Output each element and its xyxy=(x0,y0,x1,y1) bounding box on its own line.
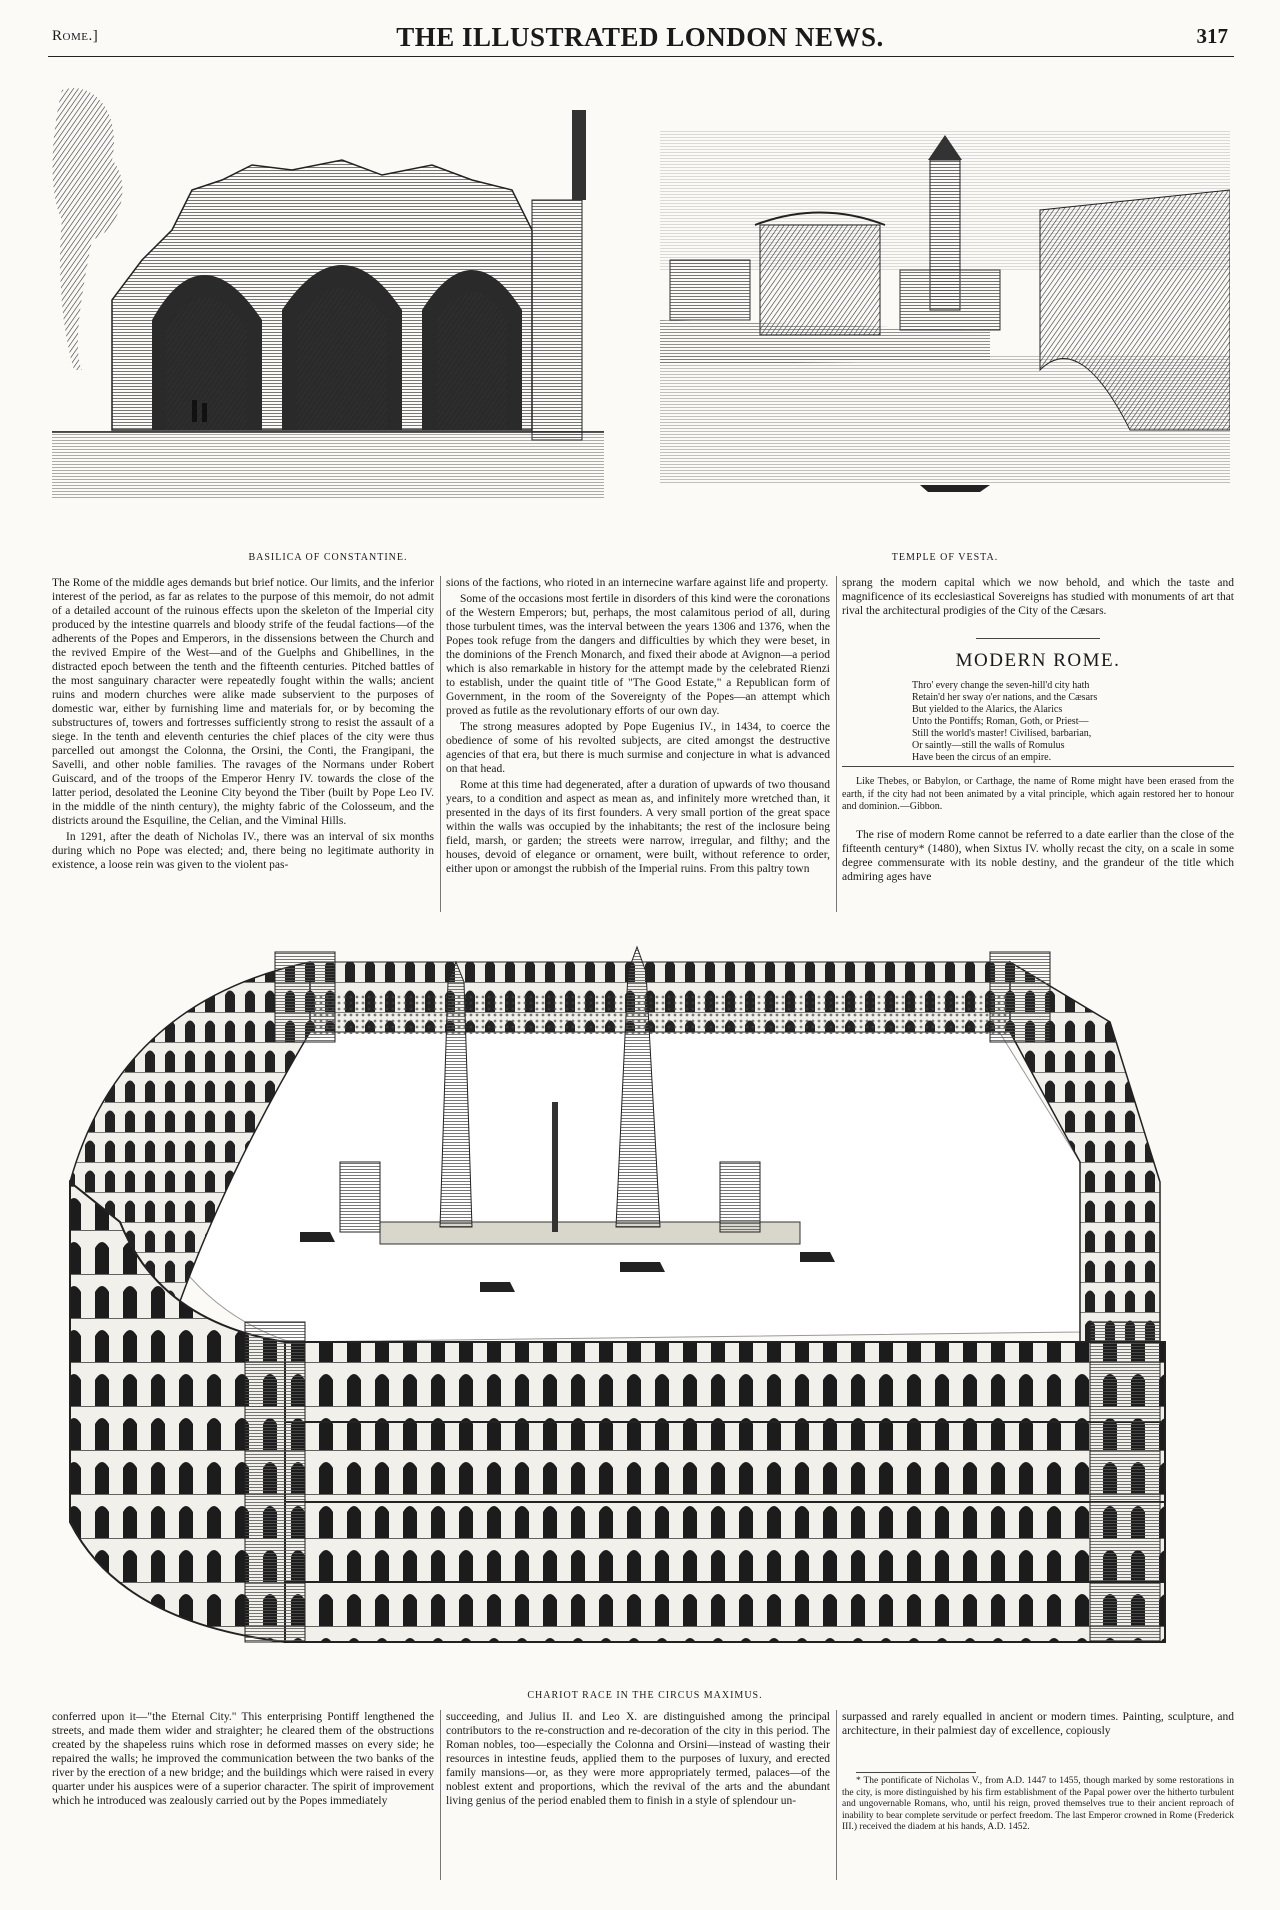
paragraph: surpassed and rarely equalled in ancient or modern times. Painting, sculpture, and architecture, in their palmiest day of excellence, copiously xyxy=(842,1711,1234,1737)
section-rule xyxy=(842,766,1234,767)
temple-caption: TEMPLE OF VESTA. xyxy=(891,552,999,563)
section-rule xyxy=(976,638,1100,639)
poem-line: Still the world's master! Civilised, barbarian, xyxy=(912,728,1092,739)
column-rule xyxy=(440,1710,441,1880)
paragraph: succeeding, and Julius II. and Leo X. are distinguished among the principal contributors to the re-construction and re-decoration of the city in this period. The Roman nobles, too—especially the Colonna and Orsini—instead of wasting their resources in intestine feuds, applied them to the purposes of luxury, and erected family mansions—or, as they were more appropriately termed, palaces—of the noblest extent and proportions, which the revival of the arts and the abundant living genius of the period enabled them to finish in a style of splendour un- xyxy=(446,1711,830,1807)
poem-line: Retain'd her sway o'er nations, and the Cæsars xyxy=(912,692,1098,703)
paragraph: sprang the modern capital which we now behold, and which the taste and magnificence of its ecclesiastical Sovereigns has studied with monuments of art that rival the architectural prodigies of the City of the Cæsars. xyxy=(842,577,1234,617)
circus-maximus-illustration xyxy=(60,922,1230,1662)
paragraph: Rome at this time had degenerated, after a duration of upwards of two thousand years, to a condition and aspect as mean as, and infinitely more wretched than, it presented in the days of its first founders. A very small portion of the great space within the walls was occupied by the inhabitants; the rest of the inclosure being field, marsh, or garden; the streets were narrow, irregular, and filthy; and the houses, devoid of elegance or ornament, were built, without reference to order, either upon or amongst the rubbish of the Imperial ruins. From this paltry town xyxy=(446,779,830,875)
poem-line: Unto the Pontiffs; Roman, Goth, or Priest— xyxy=(912,716,1089,727)
poem-line: But yielded to the Alarics, the Alarics xyxy=(912,704,1063,715)
article-column-2 xyxy=(446,576,830,878)
paragraph: The rise of modern Rome cannot be referred to a date earlier than the close of the fifteenth century* (1480), when Sixtus IV. wholly recast the city, on a scale in some degree commensurate with its noble destiny, and the grandeur of the title which admiring ages have xyxy=(842,829,1234,883)
article-column-1 xyxy=(52,576,434,874)
poem-line: Thro' every change the seven-hill'd city hath xyxy=(912,680,1090,691)
paragraph: Some of the occasions most fertile in disorders of this kind were the coronations of the Western Emperors; but, perhaps, the most calamitous period of all, during those turbulent times, was the interval between the years 1306 and 1376, when the Popes took refuge from the dangers and difficulties by which they were beset, in the dominions of the French Monarch, and fixed their abode at Avignon—a period which is also remarkable in history for the attempt made by the celebrated Rienzi to establish, under the quaint title of "The Good Estate," a Republican form of Government, in the room of the Sovereignty of the Popes—an attempt which proved as futile as the revolutionary efforts of our own day. xyxy=(446,593,830,717)
column-rule xyxy=(836,576,837,912)
section-label: Rome.] xyxy=(52,28,99,44)
bottom-column-3 xyxy=(842,1710,1234,1740)
paragraph: conferred upon it—"the Eternal City." This enterprising Pontiff lengthened the streets, and made them wider and straighter; he cleared them of the obstructions created by the shapeless ruins which rose in deformed masses on every side; he repaired the walls; he improved the communication between the two banks of the river by the erection of a new bridge; and the buildings which were raised in every quarter under his auspices were of a superior character. The spirit of improvement which he introduced was zealously carried out by the Popes immediately xyxy=(52,1711,434,1807)
page-number: 317 xyxy=(1196,24,1228,48)
footnote-rule xyxy=(856,1772,976,1773)
bottom-column-2 xyxy=(446,1710,830,1810)
paragraph: In 1291, after the death of Nicholas IV., there was an interval of six months during which no Pope was elected; and, there being no legitimate authority in existence, a loose rein was given to the violent pas- xyxy=(52,831,434,871)
poem-line: Have been the circus of an empire. xyxy=(912,752,1052,763)
modern-rome-body xyxy=(842,828,1234,886)
article-column-3 xyxy=(842,576,1234,620)
poem-line: Or saintly—still the walls of Romulus xyxy=(912,740,1065,751)
paragraph: The Rome of the middle ages demands but brief notice. Our limits, and the inferior interest of the period, as far as relates to the purpose of this memoir, do not admit of a detailed account of the ruinous effects upon the skeleton of the Imperial city produced by the intestine quarrels and bloody strife of the feudal factions—of the adherents of the Popes and Emperors, in the dissensions between the Church and the revived Empire of the West—and of the Guelphs and Ghibellines, in the distracted epoch between the tenth and the fifteenth centuries. Pitched battles of the most sanguinary character were repeatedly fought within the walls; ancient ruins and modern churches were alike made subservient to the purposes of domestic war, either by furnishing lime and materials for, or by becoming the substructures of, towers and fortresses sufficiently strong to resist the assault of a siege. In the tenth and eleventh centuries the chief places of the city were thus parcelled out amongst the Colonna, the Orsini, the Conti, the Frangipani, the Savelli, and other noble families. The ravages of the Normans under Robert Guiscard, and of the troops of the Emperor Henry IV. towards the close of the latter period, desolated the Leonine City beyond the Tiber (built by Pope Leo IV. in the middle of the ninth century), the mighty fabric of the Colosseum, and the districts around the Esquiline, the Celian, and the Viminal Hills. xyxy=(52,577,434,827)
paragraph: The strong measures adopted by Pope Eugenius IV., in 1434, to coerce the obedience of some of his revolted subjects, are cited amongst the destructive agencies of that era, but there is much surmise and conjecture in what is advanced on that head. xyxy=(446,721,830,775)
epigraph: Like Thebes, or Babylon, or Carthage, the name of Rome might have been erased from the earth, if the city had not been animated by a vital principle, which again restored her to honour and dominion.—Gibbon. xyxy=(842,776,1234,812)
bottom-column-1 xyxy=(52,1710,434,1810)
paragraph: sions of the factions, who rioted in an internecine warfare against life and property. xyxy=(446,577,829,589)
basilica-illustration xyxy=(52,70,604,550)
column-rule xyxy=(440,576,441,912)
basilica-caption: BASILICA OF CONSTANTINE. xyxy=(248,552,408,563)
circus-caption: CHARIOT RACE IN THE CIRCUS MAXIMUS. xyxy=(527,1690,763,1701)
column-rule xyxy=(836,1710,837,1880)
footnote: * The pontificate of Nicholas V., from A.D. 1447 to 1455, though marked by some restorations in the city, is more distinguished by his firm establishment of the Papal power over the hitherto turbulent and ungovernable Romans, who, until his reign, proved themselves true to their ancient reproach of inability to bear complete servitude or perfect freedom. The last Emperor crowned in Rome (Frederick III.) received the diadem at his hands, A.D. 1452. xyxy=(842,1776,1234,1832)
masthead-title: THE ILLUSTRATED LONDON NEWS. xyxy=(396,22,884,52)
header-rule xyxy=(48,56,1234,57)
poem xyxy=(912,680,1097,764)
temple-illustration xyxy=(660,130,1230,540)
modern-rome-heading: MODERN ROME. xyxy=(955,650,1121,671)
